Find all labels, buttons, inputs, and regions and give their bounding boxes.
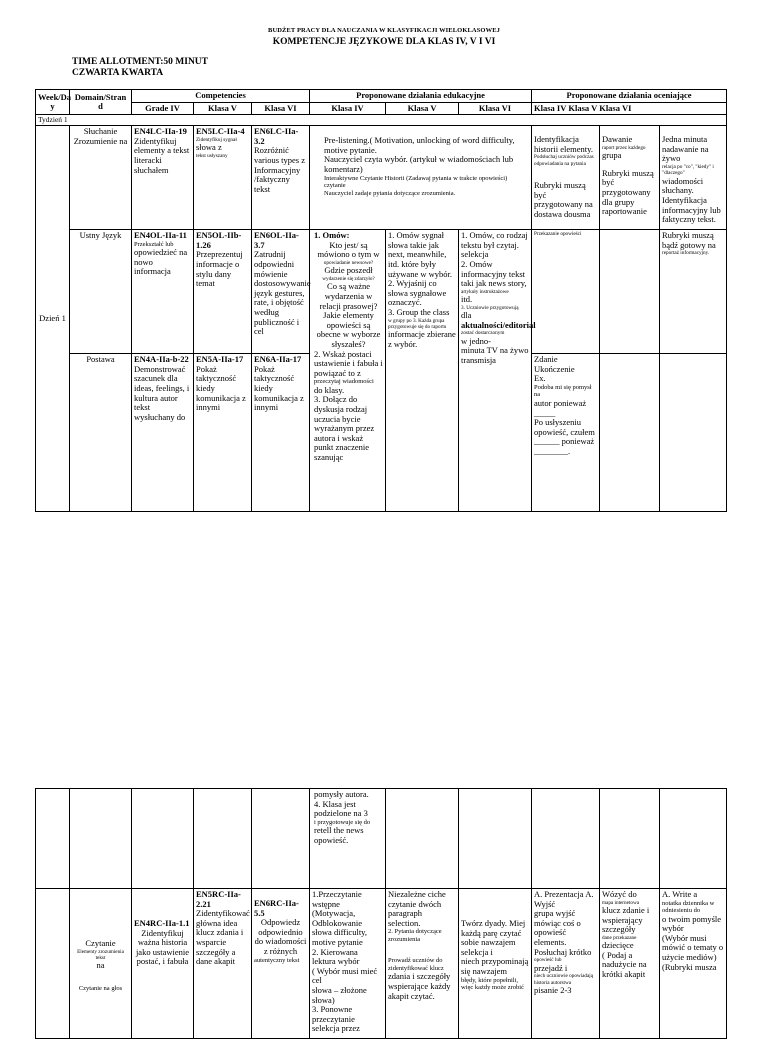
edu-title: 1. Omów: — [314, 230, 350, 241]
edu-text: Twórz dyady. Miej każdą parę czytać sobie nawzajem selekcja i — [461, 918, 526, 957]
edu-text: 2. Omów informacyjny tekst taki jak news story, — [461, 258, 527, 289]
eval-text: Rubryki muszą być przygotowany na dostawa dousma — [534, 180, 593, 219]
eval-text-small: Podoba mi się pomysł na — [534, 383, 592, 399]
comp-code: EN4LC-IIa-19 — [134, 126, 187, 137]
eval-text: Rubryki muszą bądź gotowy na — [662, 230, 716, 250]
quarter-label: CZWARTA KWARTA — [72, 68, 164, 78]
grade4-header: Grade IV — [132, 102, 194, 115]
eval-text: (Wybór musi mówić o tematy o — [662, 932, 724, 953]
edu-text: minuta TV na żywo — [461, 345, 529, 356]
edu-text: do klasy. — [314, 384, 345, 395]
comp-text: Pokaż taktyczność kiedy komunikacja z innymi — [196, 363, 246, 413]
reading-edu-6 — [459, 889, 532, 1039]
comp-text: Odpowiedz odpowiednio do wiadomości z różnych — [254, 917, 307, 956]
edu-text-small: artykuły instruktażowe — [461, 288, 509, 295]
reading-row — [36, 889, 727, 1039]
edu-text: słowa – złożone słowa) — [312, 984, 367, 1005]
eval-text-small: opowieść lub — [534, 957, 562, 964]
oral-edu-6 — [459, 230, 536, 512]
attitude-comp-6 — [252, 354, 310, 512]
eval-text: o twoim pomyśle wybór — [662, 913, 722, 934]
oral-edu-5 — [386, 230, 459, 512]
listening-eval-4 — [532, 126, 600, 230]
edu-text-small: Prowadź uczniów do zidentyfikować klucz — [388, 957, 444, 972]
oral-domain: Ustny Język — [70, 230, 132, 354]
oral-language-row — [36, 230, 727, 354]
comp-text-small: autentyczny tekst — [254, 956, 300, 964]
eval-text-small: dane przekazane — [602, 934, 637, 941]
eval-text: użycie mediów) — [662, 951, 717, 962]
edu-text-small: zostać dostarczonym — [461, 330, 505, 337]
edu-text: retell the news opowieść. — [314, 825, 364, 845]
budget-header: BUDŻET PRACY DLA NAUCZANIA W KLASYFIKACJI WIELOKLASOWEJ — [268, 27, 500, 34]
comp-text: Rozróżnić various types z Informacyjny /faktyczny tekst — [254, 145, 305, 194]
eval-text: klucz zdanie i wspierający szczegóły — [602, 905, 650, 935]
time-allotment-block — [72, 57, 208, 79]
edu-text: Pre-listening.( Motivation, unlocking of word difficulty, motive pytanie. — [324, 135, 515, 155]
comp-text: Zatrudnij odpowiedni mówienie dostosowywanie język gestures, rate, i objętość według publiczność i cel — [254, 249, 311, 337]
listening-comp-4 — [132, 126, 194, 230]
comp-text: Zidentyfikować główna idea klucz zdania i wsparcie szczegóły a dane akapit — [196, 908, 250, 967]
listening-eval-5 — [600, 126, 660, 230]
eval-text: autor ponieważ _____ — [534, 397, 587, 418]
edu-text-small: błędy, które popełnili, więc każdy może zrobić — [461, 976, 524, 992]
domain-text-small: Elementy zrozumienia tekst — [77, 948, 124, 961]
edu-text: 3. Group the class — [388, 306, 450, 317]
listening-comp-5 — [194, 126, 252, 230]
edu-text: pomysły autora. — [314, 789, 369, 799]
eval-text: wiadomości słuchany. — [662, 175, 704, 196]
edu-text-small: Nauczyciel zadaje pytania dotyczące zrozumienia. — [324, 189, 456, 197]
listening-edu-activity — [310, 126, 532, 230]
edu-text: Co są ważne wydarzenia w relacji prasowej? — [319, 281, 378, 311]
eval-text: pisanie 2-3 — [534, 984, 572, 995]
reading-eval-6 — [660, 889, 727, 1039]
edu-text: dla — [461, 310, 472, 321]
comp-code: EN6RC-IIa-5.5 — [254, 898, 299, 918]
edu-text: 2. Kierowana lektura wybór — [312, 946, 360, 967]
edu-text: Kto jest/ są mówiono o tym w — [317, 239, 380, 260]
time-allotment: TIME ALLOTMENT:50 MINUT — [72, 57, 209, 67]
edu-text: itd. — [461, 294, 473, 305]
comp-text: Pokaż taktyczność kiedy komunikacja z innymi — [254, 363, 304, 413]
oral-eval-6 — [660, 230, 727, 354]
week-day-header: Week/Da y — [36, 90, 70, 115]
table-header-row-1 — [36, 90, 727, 103]
competencies-header: Competencies — [132, 90, 310, 103]
eval-classes-header: Klasa IV Klasa V Klasa VI — [532, 102, 727, 115]
reading-domain — [70, 889, 132, 1039]
comp-text-small: Zidentyfikuj sygnał — [196, 136, 237, 143]
edu-text: Niezależne ciche czytanie dwóch paragraph selection. — [388, 889, 446, 928]
attitude-eval-5 — [600, 354, 660, 512]
table-header-row-2 — [36, 102, 727, 115]
week-row — [36, 115, 727, 126]
eval-text: Identyfikacja informacyjny lub faktyczny tekst. — [662, 194, 721, 225]
comp-code: EN5RC-IIa-2.21 — [196, 889, 241, 909]
eval-text: A. Write a — [662, 889, 698, 899]
edu-text: Gdzie poszedł — [324, 265, 373, 276]
eval-text: (Rubryki musza — [662, 961, 717, 972]
domain-text: na — [96, 960, 105, 971]
eval-text: Jedna minuta nadawanie na żywo — [662, 134, 709, 164]
edu-text-small: 3. Uczniowie przygotowują — [461, 304, 519, 311]
comp-text-small: tekst usłyszany — [196, 152, 228, 159]
edu-klasa5-header: Klasa V — [386, 102, 459, 115]
document-title: KOMPETENCJE JĘZYKOWE DLA KLAS IV, V I VI — [272, 37, 496, 47]
comp-code: EN5A-IIa-17 — [196, 354, 244, 365]
continued-edu-4 — [310, 789, 386, 889]
oral-edu-4 — [310, 230, 386, 512]
comp-text: Zidentyfikuj ważna historia jako ustawienie postać, i fabuła — [135, 927, 190, 967]
comp-code: EN6OL-IIa-3.7 — [254, 230, 299, 250]
edu-text: 4. Klasa jest podzielone na 3 — [314, 798, 368, 819]
eval-text: Ex. — [534, 373, 546, 384]
domain-text: Czytanie — [85, 938, 116, 948]
eval-text: A. Prezentacja A. Wyjść — [534, 889, 594, 909]
domain-header: Domain/Stran d — [70, 90, 132, 115]
reading-comp-6 — [252, 889, 310, 1039]
edu-text-small: i przygotowuje się do — [314, 818, 371, 826]
attitude-comp-4 — [132, 354, 194, 512]
edu-text: niech przypominają się nawzajem — [461, 956, 529, 976]
comp-text: opowiedzieć na nowo informacja — [134, 247, 188, 277]
eval-text: dziecięce — [602, 940, 634, 951]
comp-code: EN4RC-IIa-1.1 — [134, 918, 190, 928]
eval-text: Dawanie — [602, 134, 633, 145]
edu-activities-header: Proponowane działania edukacyjne — [310, 90, 532, 103]
comp-text: słowa z — [196, 142, 222, 153]
comp-code: EN4OL-IIa-11 — [134, 230, 187, 241]
edu-text: selekcja — [461, 249, 489, 260]
edu-text-small: opowiadanie newsowe? — [323, 259, 374, 266]
eval-text: Posłuchaj krótko — [534, 946, 592, 957]
eval-text-small: notatka dziennika w odniesieniu do — [662, 899, 715, 915]
comp-code: EN5LC-IIa-4 — [196, 126, 245, 137]
reading-comp-4 — [132, 889, 194, 1039]
oral-eval-5 — [600, 230, 660, 354]
edu-text-small: 2. Pytania dotyczące zrozumienia — [388, 928, 442, 943]
eval-text-small: mapa internetowa — [602, 899, 640, 906]
edu-text: transmisja — [461, 354, 496, 365]
eval-text-small: niech uczniowie opowiadają — [534, 973, 594, 980]
listening-domain: Słuchanie Zrozumienie na — [70, 126, 132, 230]
edu-klasa4-header: Klasa IV — [310, 102, 386, 115]
continuation-row — [36, 789, 727, 889]
eval-text-small: reportaż informacyjny. — [662, 250, 710, 257]
edu-text: 1. Omów sygnał słowa takie jak next, meanwhile, itd. które były używane w wybór. — [388, 230, 452, 279]
eval-text-small: Przekazanie opowieści — [534, 231, 582, 238]
eval-text: Rubryki muszą być przygotowany dla grupy raportowanie — [602, 167, 654, 217]
eval-text-small: historia autorstwa — [534, 979, 572, 986]
edu-text-small: wydarzenie się zdarzyło? — [322, 275, 375, 282]
day-label: Dzień 1 — [36, 126, 70, 512]
edu-text: w jedno- — [461, 335, 491, 346]
domain-text-small: Czytanie na głos — [78, 985, 123, 992]
edu-text: 2. Wskaż postaci ustawienie i fabuła i powiązać to z — [314, 348, 383, 378]
attitude-domain: Postawa — [70, 354, 132, 512]
edu-text: 3. Ponowne przeczytanie selekcja przez — [312, 1004, 360, 1034]
listening-eval-6 — [660, 126, 727, 230]
eval-text: Zdanie Ukończenie — [534, 354, 575, 374]
edu-text: Jakie elementy opowieści są obecne w wyborze słyszałeś? — [316, 310, 381, 349]
edu-text: aktualności/editorial — [461, 319, 536, 330]
eval-text-small: Podsłuchaj uczniów podczas odpowiadania na pytania — [534, 154, 594, 167]
klasa5-header: Klasa V — [194, 102, 252, 115]
eval-text: grupa wyjść mówiąc coś o opowieść elements. — [534, 908, 581, 947]
attitude-eval-4 — [532, 354, 600, 512]
reading-eval-4 — [532, 889, 600, 1039]
eval-text-small: relacja po "co", "kiedy" i "dlaczego" — [662, 163, 714, 177]
comp-text: Demonstrować szacunek dla ideas, feelings, i kultura autor tekst wysłuchany do — [134, 363, 190, 422]
reading-edu-5 — [386, 889, 459, 1039]
lesson-plan-table-continued — [35, 788, 727, 1039]
edu-klasa6-header: Klasa VI — [459, 102, 532, 115]
edu-text: 1.Przeczytanie wstępne (Motywacja, Odblokowanie słowa difficulty, motive pytanie — [312, 889, 368, 947]
oral-comp-5 — [194, 230, 252, 354]
edu-text: zdania i szczegóły wspierające każdy akapit czytać. — [388, 971, 451, 1001]
comp-code: EN4A-IIa-b-22 — [134, 354, 189, 365]
comp-code: EN5OL-IIb-1.26 — [196, 230, 242, 250]
reading-eval-5 — [600, 889, 660, 1039]
week-label: Tydzień 1 — [36, 115, 727, 126]
eval-text: Po usłyszeniu opowieść, czułem ______ ponieważ ________. — [534, 417, 595, 456]
edu-text: 3. Dołącz do dyskusja rodzaj uczucia bycie wyrażanym przez autora i wskaż punkt znaczenie szanując — [314, 394, 375, 462]
attitude-eval-6 — [660, 354, 727, 512]
eval-text: Wózyć do — [602, 889, 637, 899]
klasa6-header: Klasa VI — [252, 102, 310, 115]
eval-text: ( Podaj a nadużycie na krótki akapit — [602, 949, 647, 979]
oral-comp-4 — [132, 230, 194, 354]
reading-comp-5 — [194, 889, 252, 1039]
eval-text: Identyfikacja historii elementy. — [534, 134, 593, 154]
listening-row — [36, 126, 727, 230]
lesson-plan-table — [35, 89, 727, 512]
edu-text: ( Wybór musi mieć cel — [312, 965, 378, 986]
edu-text: 1. Omów, co rodzaj tekstu był czytaj. — [461, 230, 528, 250]
eval-text-small: raport przez każdego — [602, 144, 646, 151]
edu-text: 2. Wyjaśnij co słowa sygnałowe oznaczyć. — [388, 278, 447, 308]
edu-text: informacje zbierane z wybór. — [388, 329, 456, 349]
edu-text-small: przeczytaj wiadomości — [314, 378, 374, 386]
eval-text: przejadź i — [534, 962, 568, 973]
listening-comp-6 — [252, 126, 310, 230]
eval-activities-header: Proponowane działania oceniające — [532, 90, 727, 103]
comp-text: Zidentyfikuj elementy a tekst literacki słuchałem — [134, 135, 190, 175]
edu-text-small: Interaktywne Czytanie Historii (Zadawaj pytania w trakcie opowieści) czytanie — [324, 174, 508, 190]
comp-code: EN6A-IIa-17 — [254, 354, 302, 365]
reading-edu-4 — [310, 889, 386, 1039]
edu-text-small: w grupy po 3. Każda grupa przygotowuje się do raportu — [388, 317, 447, 330]
attitude-comp-5 — [194, 354, 252, 512]
oral-comp-6 — [252, 230, 310, 354]
eval-text: grupa — [602, 150, 622, 161]
comp-code: EN6LC-IIa-3.2 — [254, 126, 299, 146]
edu-text: Nauczyciel czyta wybór. (artykuł w wiadomościach lub komentarz) — [324, 154, 514, 174]
oral-eval-4 — [532, 230, 600, 354]
comp-text-small: Przekształć lub — [134, 240, 174, 248]
comp-text: Przeprezentuj informacje o stylu dany temat — [196, 249, 243, 289]
